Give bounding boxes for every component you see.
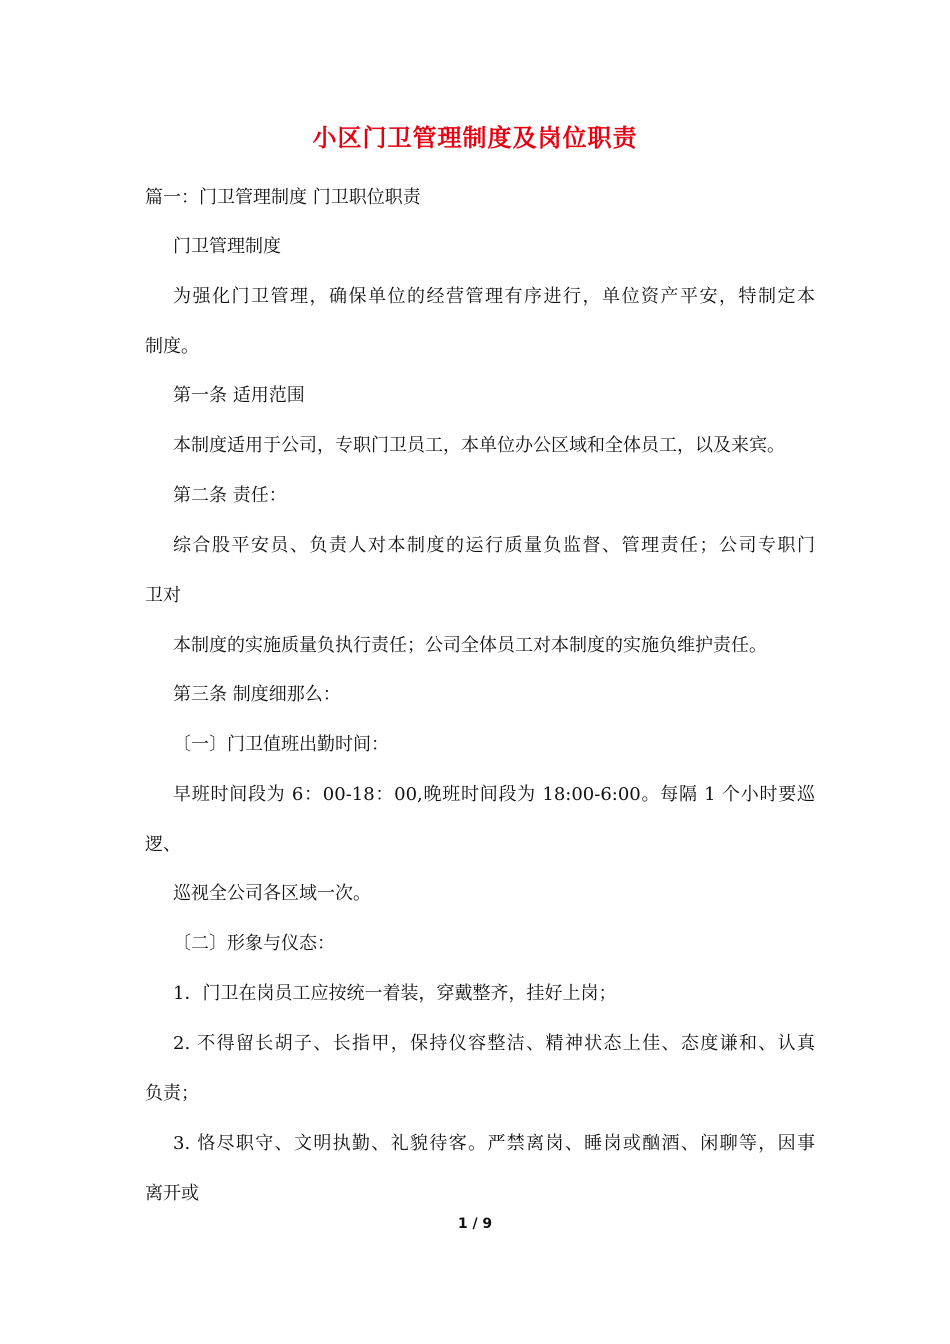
paragraph-line: 3. 恪尽职守、文明执勤、礼貌待客。严禁离岗、睡岗或酗酒、闲聊等，因事 — [173, 1133, 815, 1154]
paragraph-line: 〔一〕门卫值班出勤时间： — [173, 734, 389, 755]
paragraph-line: 1．门卫在岗员工应按统一着装，穿戴整齐，挂好上岗； — [173, 983, 617, 1004]
paragraph-line: 负责； — [145, 1083, 199, 1104]
paragraph-line: 门卫管理制度 — [173, 236, 281, 257]
paragraph-line: 综合股平安员、负责人对本制度的运行质量负监督、管理责任；公司专职门 — [173, 535, 815, 556]
paragraph-line: 本制度的实施质量负执行责任；公司全体员工对本制度的实施负维护责任。 — [173, 635, 767, 656]
paragraph-line: 本制度适用于公司，专职门卫员工，本单位办公区域和全体员工，以及来宾。 — [173, 435, 785, 456]
paragraph-line: 卫对 — [145, 585, 181, 606]
paragraph-line: 第二条 责任： — [173, 485, 287, 506]
paragraph-line: 制度。 — [145, 336, 199, 357]
paragraph-line: 第三条 制度细那么： — [173, 684, 341, 705]
paragraph-line: 第一条 适用范围 — [173, 385, 305, 406]
paragraph-line: 巡视全公司各区域一次。 — [173, 883, 371, 904]
section-heading: 篇一：门卫管理制度 门卫职位职责 — [145, 187, 421, 208]
paragraph-line: 〔二〕形象与仪态： — [173, 933, 335, 954]
paragraph-line: 2. 不得留长胡子、长指甲，保持仪容整洁、精神状态上佳、态度谦和、认真 — [173, 1033, 815, 1054]
page-number: 1 / 9 — [457, 1216, 493, 1232]
document-title: 小区门卫管理制度及岗位职责 — [312, 124, 638, 152]
paragraph-line: 早班时间段为 6：00-18：00,晚班时间段为 18:00-6:00。每隔 1 个小时要巡 — [173, 784, 815, 805]
paragraph-line: 离开或 — [145, 1183, 199, 1204]
paragraph-line: 为强化门卫管理，确保单位的经营管理有序进行，单位资产平安，特制定本 — [173, 286, 815, 307]
paragraph-line: 逻、 — [145, 834, 181, 855]
